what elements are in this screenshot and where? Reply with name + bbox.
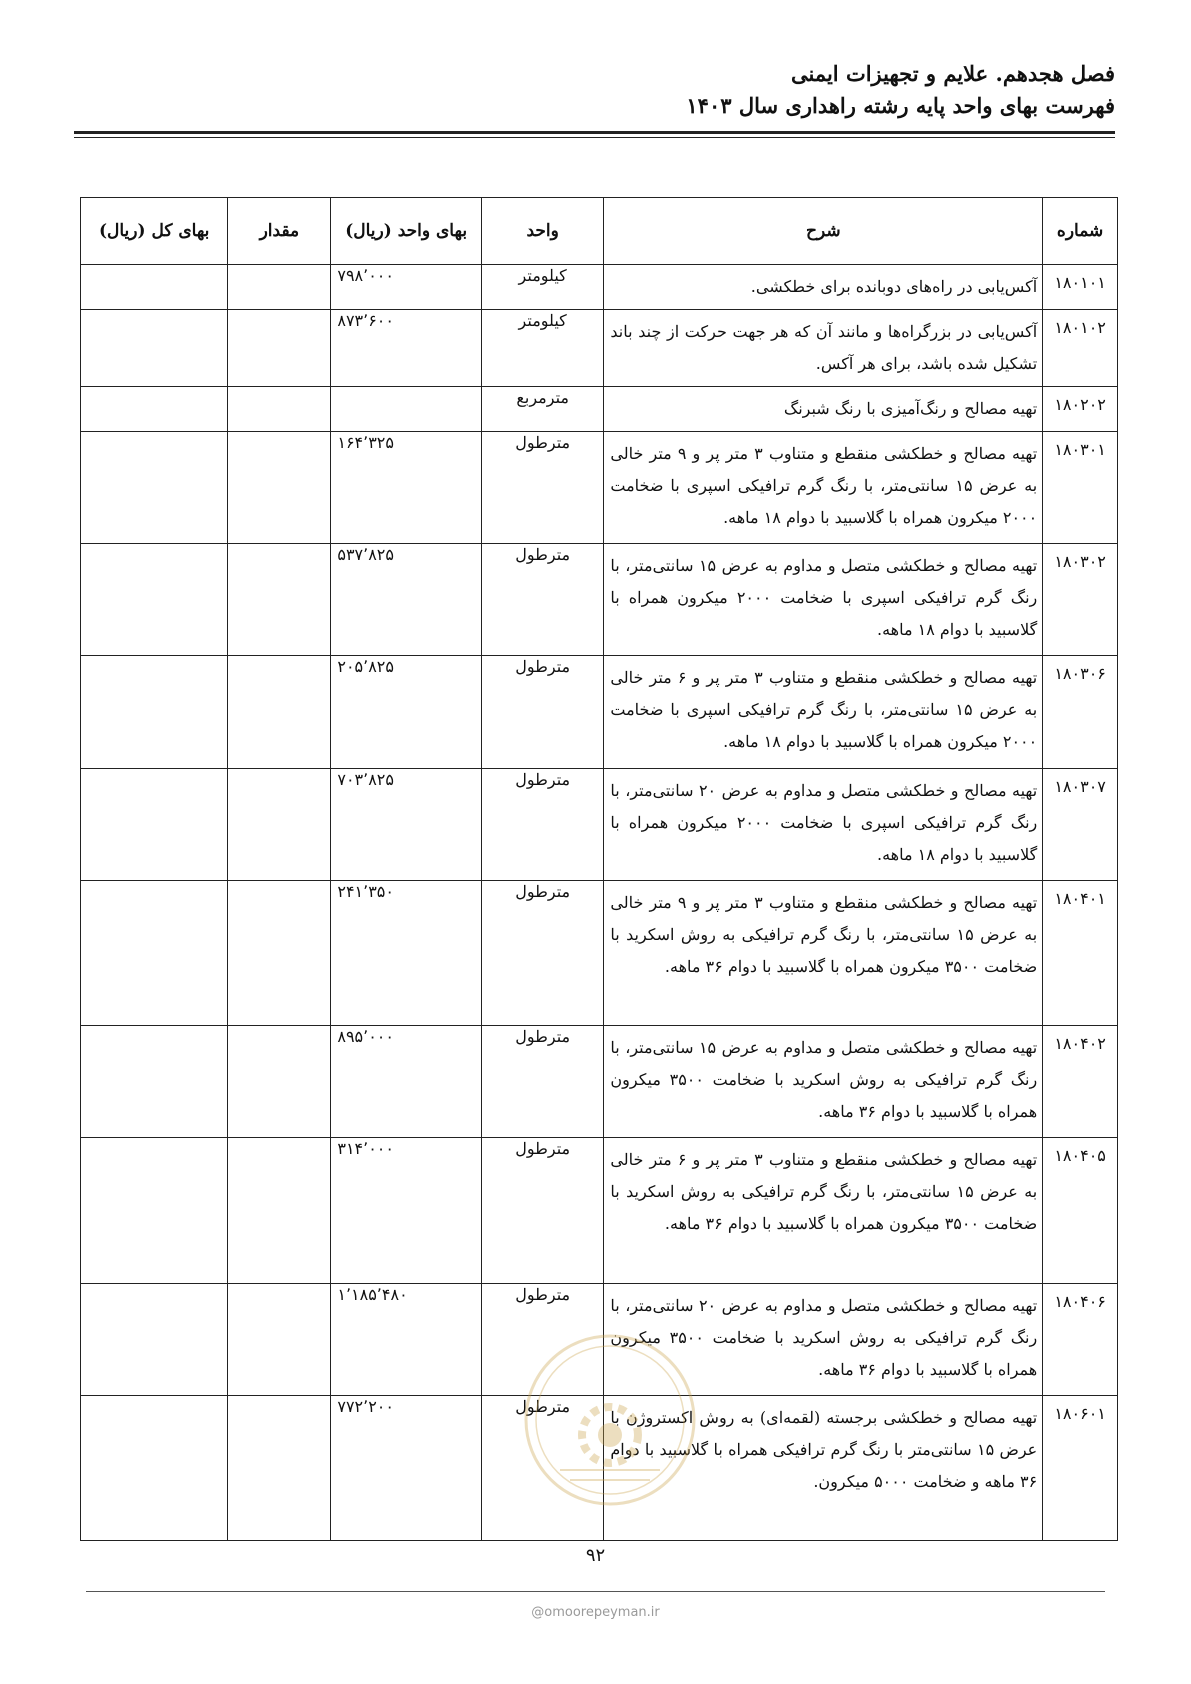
item-total: [81, 1026, 228, 1138]
item-total: [81, 544, 228, 656]
table-row: [81, 1026, 1118, 1138]
col-header-total: بهای کل (ریال): [81, 198, 228, 265]
col-header-qty: مقدار: [228, 198, 331, 265]
item-quantity: [228, 1284, 331, 1396]
item-quantity: [228, 656, 331, 769]
item-total: [81, 769, 228, 881]
chapter-title: فصل هجدهم. علایم و تجهیزات ایمنی: [790, 61, 1115, 86]
item-unit-price: ۱٬۱۸۵٬۴۸۰: [331, 1284, 482, 1396]
item-unit: کیلومتر: [481, 265, 603, 310]
item-unit: مترطول: [481, 544, 603, 656]
item-unit: مترطول: [481, 881, 603, 1026]
document-title: فهرست بهای واحد پایه رشته راهداری سال ۱۴۰۳: [686, 93, 1115, 118]
item-unit-price: ۸۷۳٬۶۰۰: [331, 310, 482, 387]
item-quantity: [228, 544, 331, 656]
item-unit-price: ۲۴۱٬۳۵۰: [331, 881, 482, 1026]
item-quantity: [228, 432, 331, 544]
table-row: [81, 656, 1118, 769]
page-header: [75, 58, 1115, 122]
table-row: [81, 265, 1118, 310]
item-total: [81, 1396, 228, 1541]
price-table: [80, 197, 1118, 1541]
item-total: [81, 1284, 228, 1396]
item-total: [81, 432, 228, 544]
item-code: ۱۸۰۲۰۲: [1043, 387, 1118, 432]
table-row: [81, 387, 1118, 432]
table-row: [81, 1396, 1118, 1541]
item-unit-price: ۵۳۷٬۸۲۵: [331, 544, 482, 656]
item-quantity: [228, 387, 331, 432]
item-code: ۱۸۰۱۰۱: [1043, 265, 1118, 310]
item-total: [81, 656, 228, 769]
col-header-desc: شرح: [604, 198, 1043, 265]
item-code: ۱۸۰۳۰۷: [1043, 769, 1118, 881]
item-unit: کیلومتر: [481, 310, 603, 387]
col-header-unit-price: بهای واحد (ریال): [331, 198, 482, 265]
item-description: تهیه مصالح و خطکشی منقطع و متناوب ۳ متر پر و ۹ متر خالی به عرض ۱۵ سانتی‌متر، با رنگ گرم ترافیکی اسپری با ضخامت ۲۰۰۰ میکرون همراه با گلاسبید با دوام ۱۸ ماهه.: [604, 432, 1043, 544]
item-quantity: [228, 265, 331, 310]
footer-rule: [86, 1591, 1105, 1592]
item-quantity: [228, 1026, 331, 1138]
item-description: تهیه مصالح و خطکشی متصل و مداوم به عرض ۲۰ سانتی‌متر، با رنگ گرم ترافیکی اسپری با ضخامت ۲۰۰۰ میکرون همراه با گلاسبید با دوام ۱۸ ماهه.: [604, 769, 1043, 881]
item-unit-price: ۷۷۲٬۲۰۰: [331, 1396, 482, 1541]
table-row: [81, 769, 1118, 881]
item-total: [81, 310, 228, 387]
item-unit-price: ۲۰۵٬۸۲۵: [331, 656, 482, 769]
item-unit-price: [331, 387, 482, 432]
item-quantity: [228, 310, 331, 387]
item-total: [81, 265, 228, 310]
item-description: تهیه مصالح و خطکشی برجسته (لقمه‌ای) به روش اکستروژن با عرض ۱۵ سانتی‌متر با رنگ گرم ترافیکی همراه با گلاسبید با دوام ۳۶ ماهه و ضخامت ۵۰۰۰ میکرون.: [604, 1396, 1043, 1541]
item-total: [81, 387, 228, 432]
item-quantity: [228, 881, 331, 1026]
item-description: تهیه مصالح و خطکشی متصل و مداوم به عرض ۱۵ سانتی‌متر، با رنگ گرم ترافیکی به روش اسکرید با ضخامت ۳۵۰۰ میکرون همراه با گلاسبید با دوام ۳۶ ماهه.: [604, 1026, 1043, 1138]
item-description: تهیه مصالح و رنگ‌آمیزی با رنگ شبرنگ: [604, 387, 1043, 432]
table-row: [81, 432, 1118, 544]
item-code: ۱۸۰۳۰۱: [1043, 432, 1118, 544]
item-code: ۱۸۰۳۰۶: [1043, 656, 1118, 769]
col-header-code: شماره: [1043, 198, 1118, 265]
item-description: تهیه مصالح و خطکشی منقطع و متناوب ۳ متر پر و ۹ متر خالی به عرض ۱۵ سانتی‌متر، با رنگ گرم ترافیکی به روش اسکرید با ضخامت ۳۵۰۰ میکرون همراه با گلاسبید با دوام ۳۶ ماهه.: [604, 881, 1043, 1026]
item-code: ۱۸۰۱۰۲: [1043, 310, 1118, 387]
item-unit: مترطول: [481, 1396, 603, 1541]
item-unit: مترطول: [481, 1138, 603, 1284]
item-description: تهیه مصالح و خطکشی متصل و مداوم به عرض ۱۵ سانتی‌متر، با رنگ گرم ترافیکی اسپری با ضخامت ۲۰۰۰ میکرون همراه با گلاسبید با دوام ۱۸ ماهه.: [604, 544, 1043, 656]
table-row: [81, 881, 1118, 1026]
item-code: ۱۸۰۴۰۱: [1043, 881, 1118, 1026]
item-total: [81, 1138, 228, 1284]
item-description: آکس‌یابی در بزرگراه‌ها و مانند آن که هر جهت حرکت از چند باند تشکیل شده باشد، برای هر آکس.: [604, 310, 1043, 387]
col-header-unit: واحد: [481, 198, 603, 265]
item-unit: مترطول: [481, 1284, 603, 1396]
item-description: تهیه مصالح و خطکشی منقطع و متناوب ۳ متر پر و ۶ متر خالی به عرض ۱۵ سانتی‌متر، با رنگ گرم ترافیکی اسپری با ضخامت ۲۰۰۰ میکرون همراه با گلاسبید با دوام ۱۸ ماهه.: [604, 656, 1043, 769]
table-row: [81, 1284, 1118, 1396]
item-quantity: [228, 1138, 331, 1284]
item-unit-price: ۷۰۳٬۸۲۵: [331, 769, 482, 881]
item-code: ۱۸۰۶۰۱: [1043, 1396, 1118, 1541]
item-unit: مترطول: [481, 656, 603, 769]
site-watermark: @omoorepeyman.ir: [531, 1605, 660, 1620]
table-row: [81, 310, 1118, 387]
item-unit: مترطول: [481, 432, 603, 544]
table-row: [81, 544, 1118, 656]
item-description: آکس‌یابی در راه‌های دوبانده برای خطکشی.: [604, 265, 1043, 310]
item-unit-price: ۷۹۸٬۰۰۰: [331, 265, 482, 310]
item-unit-price: ۳۱۴٬۰۰۰: [331, 1138, 482, 1284]
item-code: ۱۸۰۳۰۲: [1043, 544, 1118, 656]
item-quantity: [228, 1396, 331, 1541]
item-unit: مترطول: [481, 1026, 603, 1138]
table-header-row: [81, 198, 1118, 265]
item-quantity: [228, 769, 331, 881]
page-number: ۹۲: [585, 1545, 606, 1566]
item-code: ۱۸۰۴۰۶: [1043, 1284, 1118, 1396]
item-unit: مترطول: [481, 769, 603, 881]
table-row: [81, 1138, 1118, 1284]
item-description: تهیه مصالح و خطکشی متصل و مداوم به عرض ۲۰ سانتی‌متر، با رنگ گرم ترافیکی به روش اسکرید با ضخامت ۳۵۰۰ میکرون همراه با گلاسبید با دوام ۳۶ ماهه.: [604, 1284, 1043, 1396]
header-rule-thin: [74, 137, 1115, 138]
item-total: [81, 881, 228, 1026]
item-description: تهیه مصالح و خطکشی منقطع و متناوب ۳ متر پر و ۶ متر خالی به عرض ۱۵ سانتی‌متر، با رنگ گرم ترافیکی به روش اسکرید با ضخامت ۳۵۰۰ میکرون همراه با گلاسبید با دوام ۳۶ ماهه.: [604, 1138, 1043, 1284]
item-unit-price: ۱۶۴٬۳۲۵: [331, 432, 482, 544]
item-code: ۱۸۰۴۰۲: [1043, 1026, 1118, 1138]
item-unit: مترمربع: [481, 387, 603, 432]
item-unit-price: ۸۹۵٬۰۰۰: [331, 1026, 482, 1138]
item-code: ۱۸۰۴۰۵: [1043, 1138, 1118, 1284]
header-rule-thick: [74, 131, 1115, 134]
